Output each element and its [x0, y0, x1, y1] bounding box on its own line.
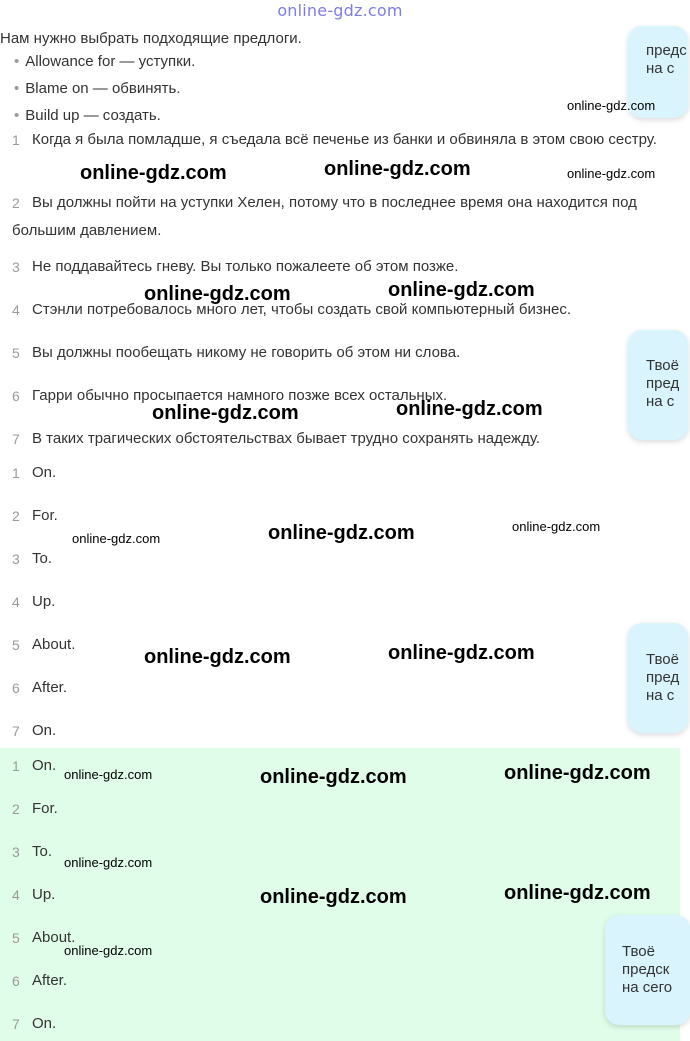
promo-line: предс [646, 42, 687, 59]
row-number: 5 [12, 930, 20, 946]
answer-text: After. [32, 972, 68, 989]
sentence-text: Вы должны пойти на уступки Хелен, потому что в последнее время она находится под большим давлением. [12, 194, 637, 239]
answer-row [12, 674, 662, 702]
watermark: online-gdz.com [567, 98, 656, 113]
watermark: online-gdz.com [64, 943, 153, 958]
bullet-text: Blame on — обвинять. [25, 80, 181, 97]
row-number: 1 [12, 132, 20, 148]
watermark: online-gdz.com [144, 646, 291, 668]
bullet-text: Allowance for — уступки. [25, 53, 196, 70]
promo-line: Твоё [646, 651, 679, 668]
promo-line: предск [622, 961, 670, 978]
row-number: 4 [12, 302, 20, 318]
row-number: 7 [12, 431, 20, 447]
sentence-text: Когда я была помладше, я съедала всё печенье из банки и обвиняла в этом свою сестру. [32, 131, 657, 148]
row-number: 3 [12, 259, 20, 275]
promo-line: на сего [622, 979, 673, 996]
watermark: online-gdz.com [268, 522, 415, 544]
promo-card[interactable] [628, 330, 688, 440]
promo-card[interactable] [628, 623, 688, 733]
sentence-row [12, 189, 662, 245]
sentence-text: Вы должны пообещать никому не говорить об этом ни слова. [32, 344, 461, 361]
answer-text: About. [32, 929, 76, 946]
sentence-text: В таких трагических обстоятельствах бывает трудно сохранять надежду. [32, 430, 541, 447]
watermark: online-gdz.com [144, 283, 291, 305]
site-header[interactable]: online-gdz.com [277, 1, 403, 20]
row-number: 3 [12, 844, 20, 860]
watermark: online-gdz.com [152, 402, 299, 424]
watermark: online-gdz.com [64, 855, 153, 870]
bullet-dot: • [14, 80, 20, 97]
sentence-text: Стэнли потребовалось много лет, чтобы создать свой компьютерный бизнес. [32, 301, 571, 318]
row-number: 5 [12, 637, 20, 653]
answer-text: Up. [32, 593, 56, 610]
answer-text: On. [32, 464, 57, 481]
answer-text: About. [32, 636, 76, 653]
answer-text: On. [32, 722, 57, 739]
row-number: 7 [12, 1016, 20, 1032]
watermark: online-gdz.com [388, 279, 535, 301]
watermark: online-gdz.com [512, 519, 601, 534]
watermark: online-gdz.com [388, 642, 535, 664]
answer-text: On. [32, 757, 57, 774]
watermark: online-gdz.com [80, 162, 227, 184]
answer-text: For. [32, 507, 58, 524]
answer-row [12, 631, 662, 659]
promo-line: на с [646, 393, 675, 410]
watermark: online-gdz.com [260, 766, 407, 788]
sentence-row [12, 253, 662, 281]
answer-row [12, 795, 662, 823]
bullet-text: Build up — создать. [25, 107, 161, 124]
answer-text: After. [32, 679, 68, 696]
bullet-dot: • [14, 53, 20, 70]
answer-row [12, 459, 662, 487]
row-number: 6 [12, 680, 20, 696]
sentence-row [12, 339, 662, 367]
intro-text: Нам нужно выбрать подходящие предлоги. [0, 30, 302, 47]
sentence-row [12, 382, 662, 410]
watermark: online-gdz.com [504, 882, 651, 904]
answer-text: To. [32, 843, 53, 860]
watermark: online-gdz.com [396, 398, 543, 420]
row-number: 7 [12, 723, 20, 739]
bullet-dot: • [14, 107, 20, 124]
row-number: 1 [12, 758, 20, 774]
sentence-row [12, 126, 662, 154]
answer-text: On. [32, 1015, 57, 1032]
promo-line: пред [646, 375, 680, 392]
answer-row [12, 717, 662, 745]
answer-row [12, 545, 662, 573]
row-number: 4 [12, 887, 20, 903]
promo-line: на с [646, 687, 675, 704]
row-number: 6 [12, 973, 20, 989]
row-number: 1 [12, 465, 20, 481]
promo-line: Твоё [622, 943, 655, 960]
sentence-row [12, 296, 662, 324]
row-number: 2 [12, 195, 20, 211]
watermark: online-gdz.com [567, 166, 656, 181]
watermark: online-gdz.com [72, 531, 161, 546]
answer-row [12, 1010, 662, 1038]
sentence-text: Гарри обычно просыпается намного позже всех остальных. [32, 387, 448, 404]
watermark: online-gdz.com [64, 767, 153, 782]
row-number: 5 [12, 345, 20, 361]
answer-row [12, 588, 662, 616]
bullet-item [14, 53, 195, 70]
watermark: online-gdz.com [504, 762, 651, 784]
promo-card[interactable] [605, 915, 690, 1025]
row-number: 6 [12, 388, 20, 404]
row-number: 3 [12, 551, 20, 567]
row-number: 4 [12, 594, 20, 610]
watermark: online-gdz.com [324, 158, 471, 180]
watermark: online-gdz.com [260, 886, 407, 908]
promo-line: на с [646, 60, 675, 77]
row-number: 2 [12, 508, 20, 524]
bullet-item [14, 107, 161, 124]
answer-text: To. [32, 550, 53, 567]
bullet-item [14, 80, 181, 97]
promo-line: Твоё [646, 357, 679, 374]
sentence-row [12, 425, 662, 453]
sentence-text: Не поддавайтесь гневу. Вы только пожалеете об этом позже. [32, 258, 459, 275]
row-number: 2 [12, 801, 20, 817]
promo-line: пред [646, 669, 680, 686]
answer-text: Up. [32, 886, 56, 903]
answer-text: For. [32, 800, 58, 817]
answer-row [12, 967, 662, 995]
